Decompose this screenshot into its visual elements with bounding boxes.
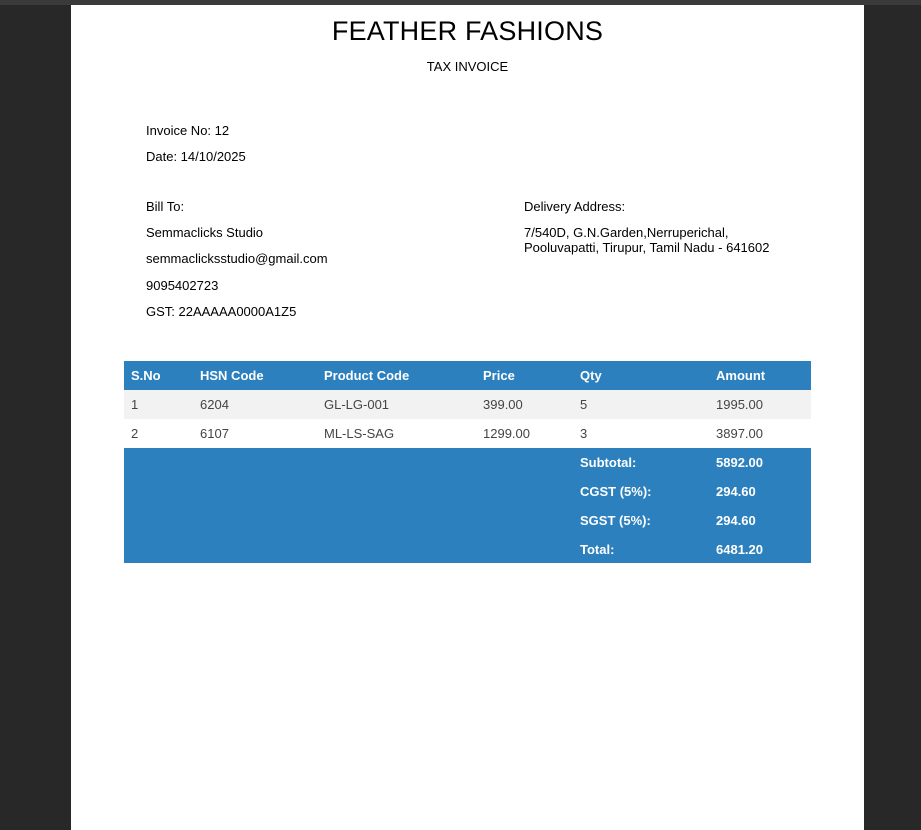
cell-price: 399.00: [483, 397, 523, 412]
cell-price: 1299.00: [483, 426, 530, 441]
delivery-address-line-1: 7/540D, G.N.Garden,Nerruperichal,: [524, 225, 729, 240]
sgst-row: [124, 506, 811, 535]
bill-to-heading: Bill To:: [146, 199, 185, 214]
header-price: Price: [483, 368, 515, 383]
cgst-value: 294.60: [716, 484, 756, 499]
header-hsn-code: HSN Code: [200, 368, 264, 383]
delivery-address: [524, 225, 824, 255]
subtotal-label: Subtotal:: [580, 455, 637, 470]
company-name: FEATHER FASHIONS: [331, 16, 604, 46]
cell-hsn-code: 6107: [200, 426, 229, 441]
totals-block: [124, 448, 811, 563]
cell-sno: 2: [131, 426, 139, 441]
table-row: [124, 419, 811, 448]
cgst-label: CGST (5%):: [580, 484, 652, 499]
invoice-number: Invoice No: 12: [146, 123, 230, 138]
cell-qty: 3: [580, 426, 588, 441]
delivery-heading: Delivery Address:: [524, 199, 626, 214]
invoice-date: Date: 14/10/2025: [146, 149, 246, 164]
bill-to-gst: GST: 22AAAAA0000A1Z5: [146, 304, 297, 319]
subtotal-row: [124, 448, 811, 477]
header-amount: Amount: [716, 368, 766, 383]
delivery-address-line-2: Pooluvapatti, Tirupur, Tamil Nadu - 641602: [524, 240, 770, 255]
invoice-page: [71, 5, 864, 830]
cell-product-code: GL-LG-001: [324, 397, 390, 412]
cell-amount: 1995.00: [716, 397, 763, 412]
bill-to-email: semmaclicksstudio@gmail.com: [146, 251, 328, 266]
cell-product-code: ML-LS-SAG: [324, 426, 395, 441]
cell-qty: 5: [580, 397, 588, 412]
sgst-label: SGST (5%):: [580, 513, 651, 528]
items-table: [124, 361, 811, 563]
header-qty: Qty: [580, 368, 602, 383]
cgst-row: [124, 477, 811, 506]
header-product-code: Product Code: [324, 368, 410, 383]
table-header-row: [124, 361, 811, 390]
sgst-value: 294.60: [716, 513, 756, 528]
document-type: TAX INVOICE: [426, 59, 509, 74]
cell-amount: 3897.00: [716, 426, 763, 441]
header-sno: S.No: [131, 368, 161, 383]
total-label: Total:: [580, 542, 615, 557]
cell-hsn-code: 6204: [200, 397, 229, 412]
total-value: 6481.20: [716, 542, 763, 557]
bill-to-phone: 9095402723: [146, 278, 219, 293]
bill-to-name: Semmaclicks Studio: [146, 225, 264, 240]
subtotal-value: 5892.00: [716, 455, 763, 470]
cell-sno: 1: [131, 397, 139, 412]
total-row: [124, 535, 811, 564]
table-row: [124, 390, 811, 419]
